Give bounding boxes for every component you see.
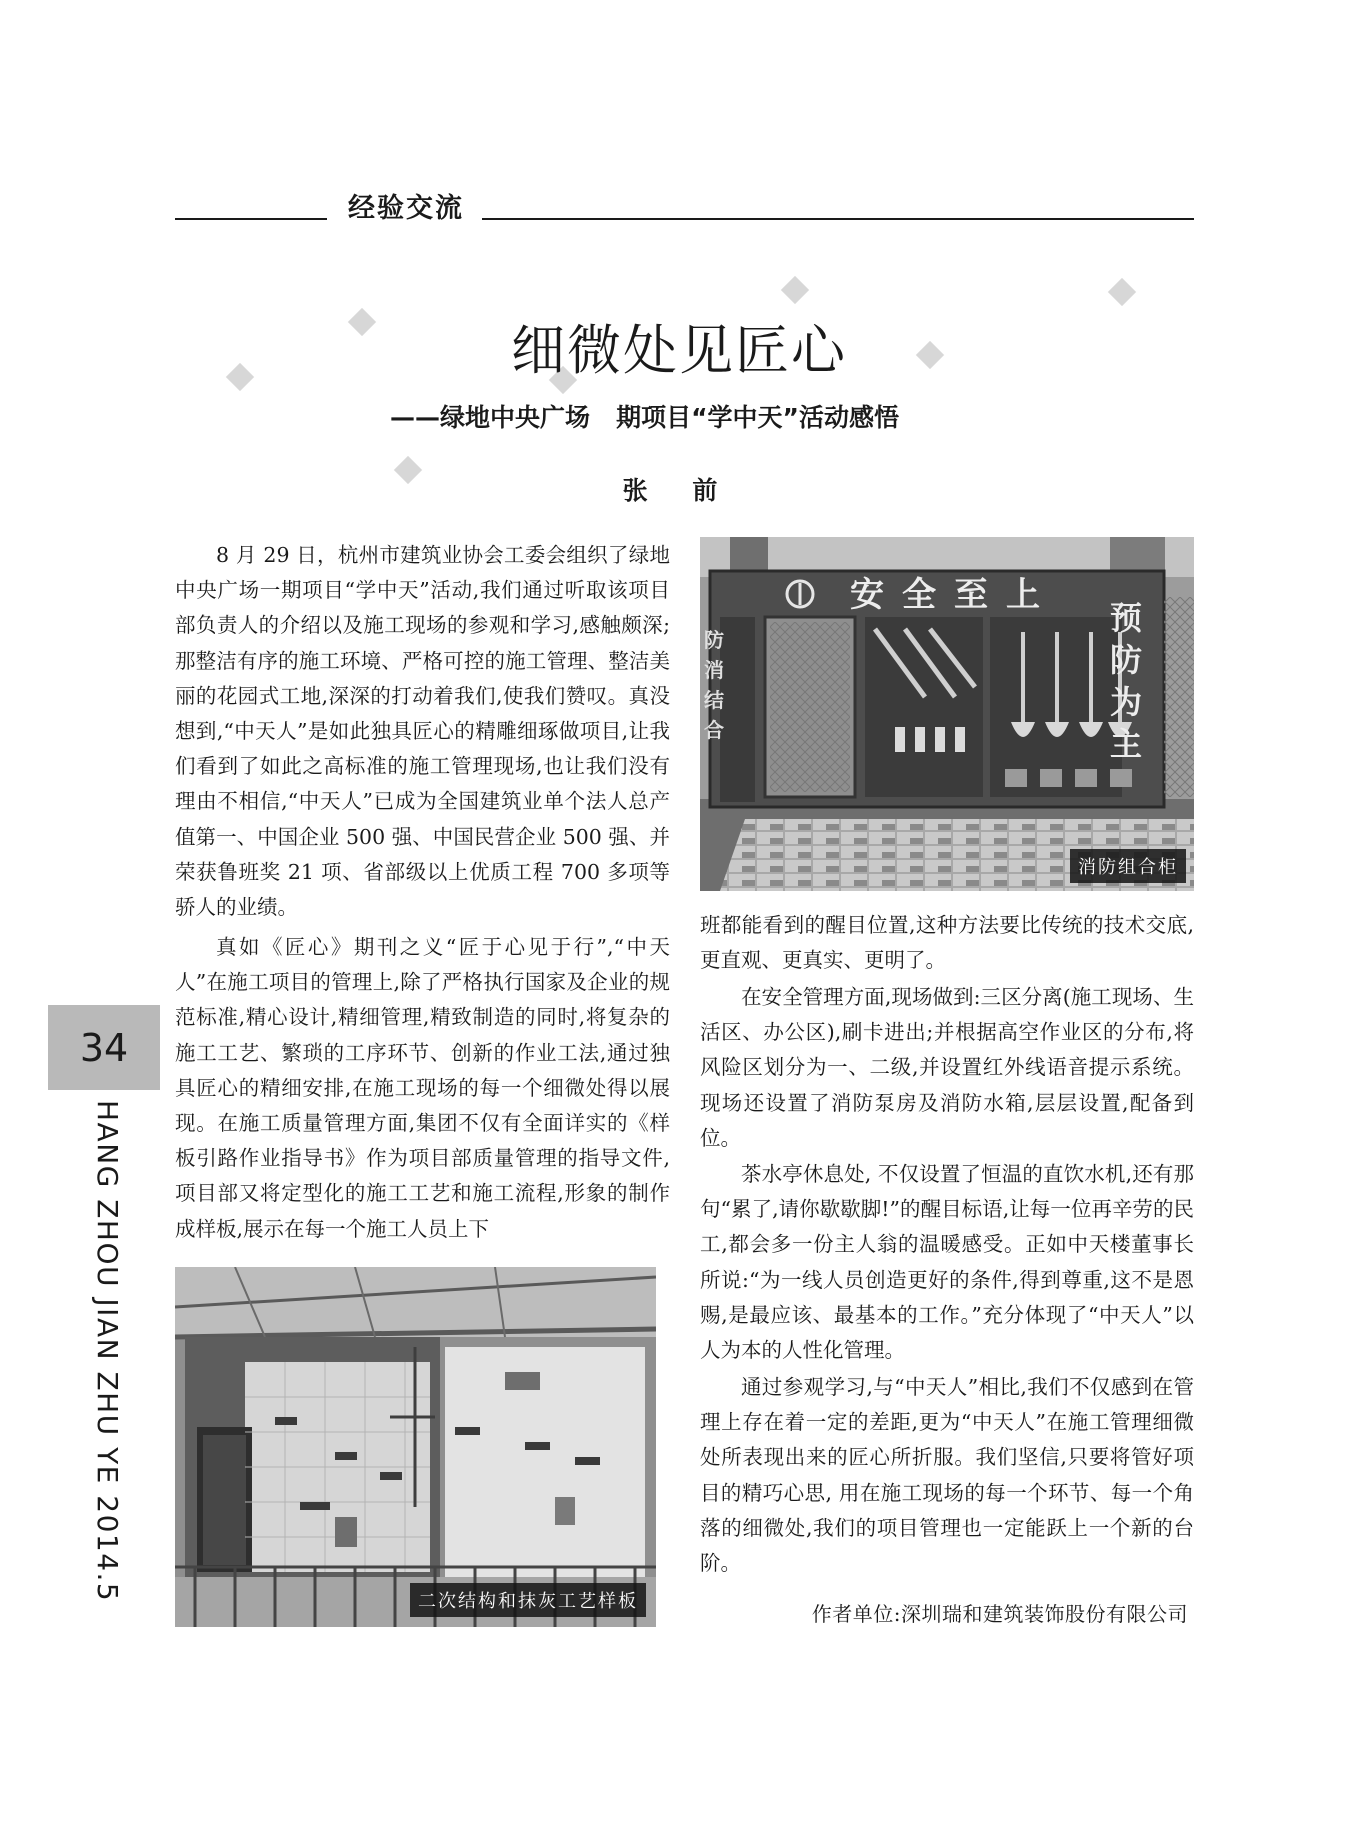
paragraph-4: 在安全管理方面,现场做到:三区分离(施工现场、生活区、办公区),刷卡进出;并根据高空作业区的分布,将风险区划分为一、二级,并设置红外线语音提示系统。现场还设置了消防泵房及消防水箱,层层设置,配备到位。: [700, 985, 1194, 1150]
section-rule-left: [175, 218, 327, 220]
left-slogan-char: 消: [704, 658, 724, 682]
left-slogan-char: 防: [704, 628, 724, 652]
photo-fire-cabinet: [700, 537, 1194, 891]
side-slogan: [1104, 597, 1148, 765]
page-number: 34: [48, 1005, 160, 1090]
article-title: 细微处见匠心: [511, 319, 847, 382]
article-subtitle: ——绿地中央广场 期项目“学中天”活动感悟: [390, 403, 899, 432]
journal-name: HANG ZHOU JIAN ZHU YE 2014.5: [91, 1100, 124, 1603]
side-slogan-char: 预: [1109, 599, 1142, 637]
photo-caption: 消防组合柜: [1070, 849, 1186, 883]
photo-caption: 二次结构和抹灰工艺样板: [410, 1583, 646, 1617]
photo-plaster-sample: [175, 1267, 656, 1627]
left-slogan-char: 结: [704, 688, 724, 712]
plaster-sample-illustration: [175, 1267, 656, 1627]
paragraph-1: 8 月 29 日，杭州市建筑业协会工委会组织了绿地中央广场一期项目“学中天”活动,我们通过听取该项目部负责人的介绍以及施工现场的参观和学习,感触颇深;那整洁有序的施工环境、严格可控的施工管理、整洁美丽的花园式工地,深深的打动着我们,使我们赞叹。真没想到,“中天人”是如此独具匠心的精雕细琢做项目,让我们看到了如此之高标准的施工管理现场,也让我们没有理由不相信,“中天人”已成为全国建筑业单个法人总产值第一、中国企业 500 强、中国民营企业 500 强、并荣获鲁班奖 21 项、省部级以上优质工程 700 多项等骄人的业绩。: [175, 543, 670, 920]
paragraph-5: 茶水亭休息处, 不仅设置了恒温的直饮水机,还有那句“累了,请你歇歇脚!”的醒目标语,让每一位再辛劳的民工,都会多一份主人翁的温暖感受。正如中天楼董事长所说:“为一线人员创造更好的条件,得到尊重,这不是恩赐,是最应该、最基本的工作。”充分体现了“中天人”以人为本的人性化管理。: [700, 1162, 1194, 1363]
paragraph-3: 班都能看到的醒目位置,这种方法要比传统的技术交底,更直观、更真实、更明了。: [700, 913, 1194, 973]
article-author: 张 前: [622, 476, 736, 505]
paragraph-2: 真如《匠心》期刊之义“匠于心见于行”,“中天人”在施工项目的管理上,除了严格执行国家及企业的规范标准,精心设计,精细管理,精致制造的同时,将复杂的施工工艺、繁琐的工序环节、创新的作业工法,通过独具匠心的精细安排,在施工现场的每一个细微处得以展现。在施工质量管理方面,集团不仅有全面详实的《样板引路作业指导书》作为项目部质量管理的指导文件, 项目部又将定型化的施工工艺和施工流程,形象的制作成样板,展示在每一个施工人员上下: [175, 935, 670, 1241]
paragraph-6: 通过参观学习,与“中天人”相比,我们不仅感到在管理上存在着一定的差距,更为“中天人”在施工管理细微处所表现出来的匠心所折服。我们坚信,只要将管好项目的精巧心思, 用在施工现场的每一个环节、每一个角落的细微处,我们的项目管理也一定能跃上一个新的台阶。: [700, 1375, 1194, 1576]
decor-diamond: [1108, 278, 1136, 306]
decor-diamond: [781, 276, 809, 304]
left-slogan-char: 合: [704, 718, 724, 742]
side-slogan-char: 为: [1109, 683, 1142, 721]
side-slogan-char: 防: [1109, 641, 1142, 679]
banner-text: 安全至上: [850, 575, 1058, 615]
section-rule-right: [482, 218, 1194, 220]
author-affiliation: 作者单位:深圳瑞和建筑装饰股份有限公司: [811, 1602, 1188, 1626]
section-label: 经验交流: [348, 193, 464, 224]
left-slogan: [702, 625, 726, 745]
side-slogan-char: 主: [1109, 725, 1142, 763]
